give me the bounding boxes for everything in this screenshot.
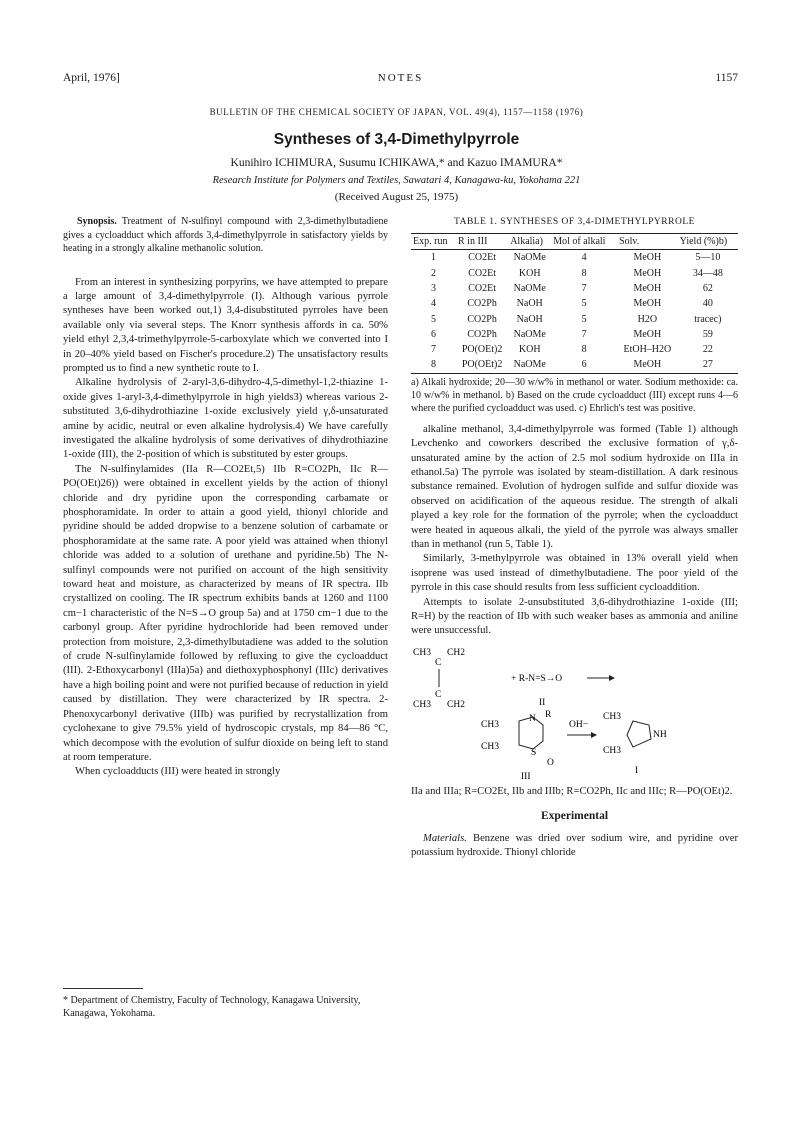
table-row	[411, 357, 738, 373]
cell-yield: 59	[702, 328, 713, 340]
received-date: (Received August 25, 1975)	[334, 191, 459, 203]
cell-run: 7	[431, 344, 436, 356]
paragraph-materials	[411, 832, 738, 861]
label-compound-III: III	[521, 771, 531, 782]
reaction-scheme	[411, 643, 738, 783]
cell-yield: 34—48	[692, 267, 723, 279]
ring-methyl-bottom: CH3	[481, 741, 499, 752]
table-row	[411, 250, 738, 266]
table-row	[411, 342, 738, 357]
experimental-heading: Experimental	[540, 810, 609, 823]
results-table	[411, 233, 738, 373]
paragraph-intro: From an interest in synthesizing porpyrins, we have attempted to prepare a large amount of 3,4-dimethylpyrrole (I). Although various pyrrole syntheses have been worked out,1) 3,4-disubstituted pyrroles have been available only via several steps. The Knorr synthesis affords in ca. 50% yield ethyl 2,3,4-trimethylpyrrole-5-carboxylate which we converted into I in 20–40% yield based on Fischer's procedure.2) The unsatisfactory results prompted us to find a new synthetic route to I.	[63, 276, 388, 374]
footnote-rule	[63, 988, 143, 989]
cell-r: CO2Et	[468, 283, 496, 294]
author-list: Kunihiro ICHIMURA, Susumu ICHIKAWA,* and Kazuo IMAMURA*	[230, 157, 563, 169]
cell-mol: 5	[581, 313, 587, 325]
synopsis-label: Synopsis.	[77, 216, 117, 227]
cell-yield: 22	[702, 344, 713, 356]
cell-solvent: MeOH	[633, 298, 662, 310]
cell-r: CO2Ph	[467, 313, 497, 325]
cell-run: 3	[431, 283, 436, 294]
pyrrole-methyl-bottom: CH3	[603, 745, 621, 756]
cell-alkali: NaOH	[516, 313, 543, 325]
arrowhead-1	[609, 675, 615, 681]
cell-mol: 4	[581, 252, 587, 264]
ring-methyl-top: CH3	[481, 719, 499, 730]
cell-run: 6	[431, 328, 436, 340]
journal-citation: BULLETIN OF THE CHEMICAL SOCIETY OF JAPAN, VOL. 49(4), 1157—1158 (1976)	[209, 107, 584, 117]
header-alkali: Alkalia)	[508, 234, 551, 250]
table-notes: a) Alkali hydroxide; 20—30 w/w% in methanol or water. Sodium methoxide: ca. 10 w/w% in methanol. b) Based on the crude cycloadduct (III) except runs 4—6 where the purified cycloadduct was used. c) Ehrlich's test was positive.	[411, 376, 738, 414]
cell-mol: 7	[581, 328, 587, 340]
arrowhead-2	[591, 732, 597, 738]
cell-alkali: KOH	[518, 267, 541, 279]
diene-carbon-bottom: C	[435, 689, 442, 700]
label-compound-II: II	[539, 697, 546, 708]
cell-alkali: NaOMe	[513, 283, 546, 294]
cell-yield: 62	[702, 283, 713, 294]
page-number: 1157	[715, 72, 738, 84]
article-title: Syntheses of 3,4-Dimethylpyrrole	[273, 131, 520, 148]
table-row	[411, 312, 738, 327]
synopsis-text: Treatment of N-sulfinyl compound with 2,3-dimethylbutadiene gives a cycloadduct which affords 3,4-dimethylpyrrole in satisfactory yields by heating in a strongly alkaline methanolic solution.	[63, 216, 388, 254]
cell-r: CO2Et	[468, 267, 496, 279]
cell-alkali: NaOMe	[508, 357, 551, 373]
cell-mol: 6	[551, 357, 617, 373]
cell-solvent: MeOH	[617, 357, 678, 373]
header-mol-alkali: Mol of alkali	[551, 234, 617, 250]
cell-r: PO(OEt)2	[456, 357, 508, 373]
ring-substituent-r: R	[545, 709, 552, 720]
left-column	[63, 215, 388, 780]
cell-mol: 8	[581, 344, 587, 356]
label-compound-I: I	[635, 765, 639, 776]
diene-methyl-bottom: CH3	[413, 699, 431, 710]
header-exp-run: Exp. run	[411, 234, 456, 250]
table-header-row	[411, 234, 738, 250]
paragraph-methylpyrrole: Similarly, 3-methylpyrrole was obtained in 13% overall yield when isoprene was used instead of dimethylbutadiene. The poor yield of the pyrrole in this case should results from less sufficient cycloaddition.	[411, 553, 738, 594]
cell-solvent: H2O	[637, 313, 658, 325]
cell-run: 1	[431, 252, 436, 264]
cell-alkali: NaOMe	[513, 252, 546, 264]
scheme-caption: IIa and IIIa; R=CO2Et, IIb and IIIb; R=CO2Ph, IIc and IIIc; R—PO(OEt)2.	[411, 785, 733, 797]
paragraph-sulfinylamides: The N-sulfinylamides (IIa R—CO2Et,5) IIb R=CO2Ph, IIc R—PO(OEt)26)) were obtained in excellent yields by the action of thionyl chloride and dry pyridine upon the corresponding carbamate or phosphoramidate. In order to attain a good yield, thionyl chloride and pyridine should be added dropwise to a benzene solution of carbamate or phosphoramidate at the same rate. A poor yield was attained when thionyl chloride was added to a solution of urethane and pyridine.5b) The N-sulfinyl compounds were not purified on account of the high sensitivity toward heat and moisture, as characterized by means of IR spectra. IIb crystallized on cooling. The IR spectrum exhibits bands at 1260 and 1100 cm−1 characteristic of the N=S→O group 5a) and at 1750 cm−1 due to the carbonyl group. After pyridine hydrochloride had been removed under protection from moisture, 2,3-dimethylbutadiene was added to the solution of crude N-sulfinylamide followed by refluxing to give the cycloadduct (III). 2-Ethoxycarbonyl (IIIa)5a) and diethoxyphosphonyl (IIIc) derivatives have a high boiling point and were not purified because of reduction in yield caused by distillation. They were characterized by IR spectra. 2-Phenoxycarbonyl derivative (IIIb) was purified by recrystallization from cyclohexane to give 79.5% yield of hydroscopic crystals, mp 84—86 °C, which decompose with the evolution of sulfur dioxide on being left to stand at room temperature.	[63, 463, 388, 763]
cell-solvent: MeOH	[633, 283, 662, 294]
pyrrole-ring	[627, 721, 651, 747]
header-r: R in III	[456, 234, 508, 250]
cell-alkali: NaOH	[516, 298, 543, 310]
diene-methylene-top: CH2	[447, 647, 465, 658]
cell-r: CO2Ph	[467, 298, 497, 310]
table-row	[411, 296, 738, 311]
right-column	[411, 215, 738, 861]
diene-methyl-top: CH3	[413, 647, 431, 658]
table-row	[411, 327, 738, 342]
section-name: NOTES	[377, 72, 424, 84]
ring-nitrogen: N	[529, 713, 536, 724]
paragraph-alkaline-methanol: alkaline methanol, 3,4-dimethylpyrrole was formed (Table 1) although Levchenko and coworkers described the exclusive formation of γ,δ-unsaturated amine by the action of 2.5 mol sodium hydroxide on IIIa in ethanol.5a) The pyrrole was isolated by steam-distillation. A dark resinous substance remained. Evolution of hydrogen sulfide and sulfur dioxide was observed on acidification of the aqueous residue. The strength of alkali played a key role for the formation of the pyrrole; when the cycloadduct were heated in aqueous alkali, the yield of the pyrrole was always smaller than in methanol (run 5, Table 1).	[411, 423, 738, 551]
ring-oxygen: O	[547, 757, 554, 768]
cell-yield: tracec)	[694, 313, 722, 325]
cell-solvent: MeOH	[633, 252, 662, 264]
paragraph-cycloadducts: When cycloadducts (III) were heated in strongly	[75, 766, 281, 778]
cell-yield: 40	[702, 298, 713, 310]
header-solvent: Solv.	[617, 234, 678, 250]
table-row	[411, 281, 738, 296]
page-header	[63, 72, 738, 88]
synopsis	[63, 215, 388, 256]
cell-yield: 5—10	[695, 252, 721, 264]
cell-alkali: NaOMe	[513, 328, 546, 340]
diene-methylene-bottom: CH2	[447, 699, 465, 710]
ring-sulfur: S	[531, 747, 537, 758]
cell-alkali: KOH	[518, 344, 541, 356]
cell-mol: 8	[581, 267, 587, 279]
cell-yield: 27	[678, 357, 738, 373]
materials-text: Benzene was dried over sodium wire, and pyridine over potassium hydroxide. Thionyl chloride	[411, 832, 738, 859]
cell-r: PO(OEt)2	[461, 344, 503, 356]
footnote: * Department of Chemistry, Faculty of Technology, Kanagawa University, Kanagawa, Yokohama.	[63, 995, 361, 1019]
cell-solvent: MeOH	[633, 267, 662, 279]
affiliation: Research Institute for Polymers and Textiles, Sawatari 4, Kanagawa-ku, Yokohama 221	[212, 175, 581, 186]
cell-r: CO2Et	[468, 252, 496, 264]
diene-carbon-top: C	[435, 657, 442, 668]
cell-run: 4	[431, 298, 436, 310]
cell-solvent: MeOH	[633, 328, 662, 340]
table-title: TABLE 1. SYNTHESES OF 3,4-DIMETHYLPYRROLE	[454, 217, 695, 227]
reaction-scheme-drawing	[411, 643, 738, 783]
reagent-sulfinyl: + R-N=S→O	[511, 673, 563, 684]
header-yield: Yield (%)b)	[678, 234, 738, 250]
cell-run: 8	[411, 357, 456, 373]
materials-label: Materials.	[423, 832, 467, 844]
base-label: OH−	[569, 719, 589, 730]
paragraph-hydrolysis: Alkaline hydrolysis of 2-aryl-3,6-dihydro-4,5-dimethyl-1,2-thiazine 1-oxide gives 1-aryl-3,4-dimethylpyrrole in high yields3) whereas various 2-substituted 3,6-dihydrothiazine 1-oxide exclusively yield γ,δ-unsaturated amine by acidic, neutral or even alkaline hydrolysis.4) We have carefully investigated the alkaline hydrolysis of some derivatives of dihydrothiazine 1-oxide (III), the 2-position of which is substituted by ester groups.	[63, 377, 388, 461]
cell-mol: 7	[581, 283, 587, 294]
pyrrole-methyl-top: CH3	[603, 711, 621, 722]
cell-run: 5	[431, 313, 436, 325]
cell-run: 2	[431, 267, 436, 279]
cell-solvent: EtOH–H2O	[623, 344, 672, 356]
pyrrole-nh: NH	[653, 729, 667, 740]
cell-mol: 5	[581, 298, 587, 310]
table-row	[411, 266, 738, 281]
cell-r: CO2Ph	[467, 328, 497, 340]
issue-date: April, 1976]	[63, 72, 120, 84]
paragraph-attempts: Attempts to isolate 2-unsubstituted 3,6-dihydrothiazine 1-oxide (III; R=H) by the reaction of IIb with such weaker bases as ammonia and aniline were unsuccessful.	[411, 596, 738, 637]
